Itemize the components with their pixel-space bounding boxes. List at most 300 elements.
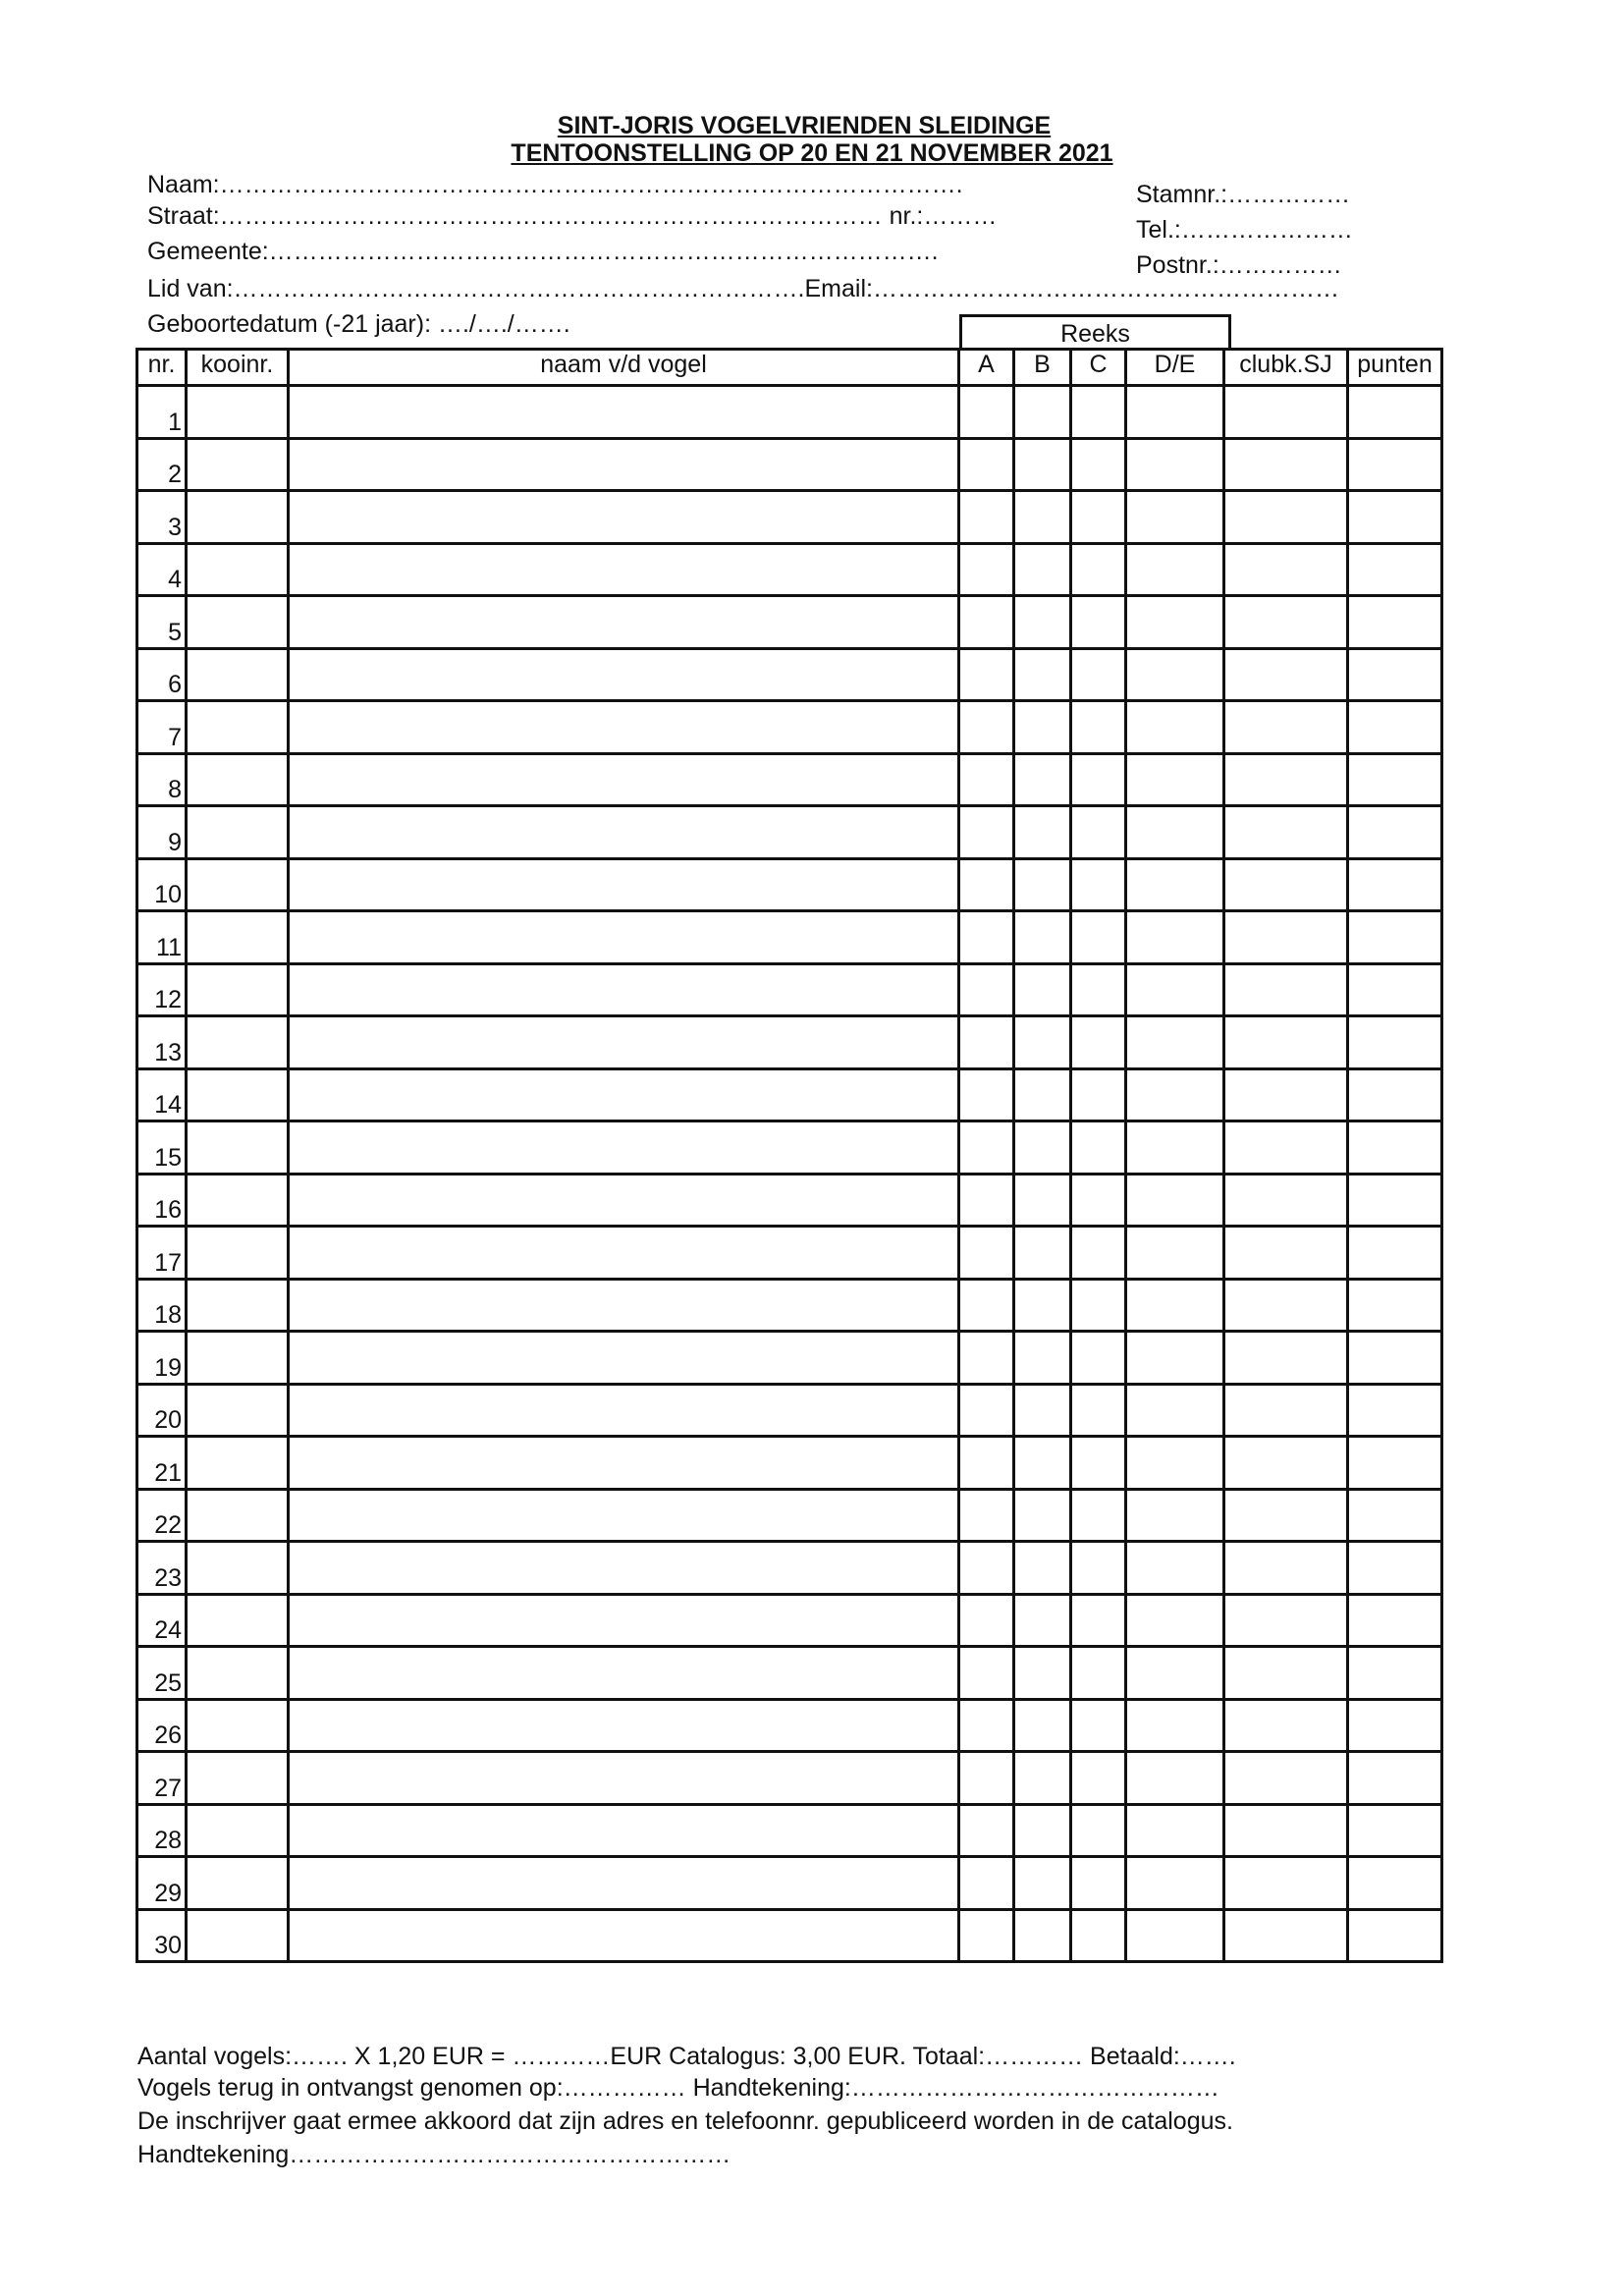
cell-kooinr[interactable] xyxy=(187,596,289,649)
cell-a[interactable] xyxy=(959,701,1014,754)
cell-a[interactable] xyxy=(959,1068,1014,1121)
row-nr: 22 xyxy=(137,1489,187,1542)
cell-naam-vogel[interactable] xyxy=(289,1542,959,1595)
cell-a[interactable] xyxy=(959,1489,1014,1542)
cell-punten[interactable] xyxy=(1348,1174,1442,1227)
cell-b[interactable] xyxy=(1014,386,1071,439)
cell-punten[interactable] xyxy=(1348,491,1442,544)
cell-de[interactable] xyxy=(1126,701,1224,754)
cell-b[interactable] xyxy=(1014,1542,1071,1595)
straat-field[interactable]: Straat:……………………………………………………………………… nr.:……… xyxy=(147,202,998,230)
cell-naam-vogel[interactable] xyxy=(289,1121,959,1175)
cell-punten[interactable] xyxy=(1348,386,1442,439)
row-nr: 14 xyxy=(137,1068,187,1121)
col-b: B xyxy=(1014,350,1071,386)
cell-a[interactable] xyxy=(959,1594,1014,1647)
col-kooinr: kooinr. xyxy=(187,350,289,386)
col-de: D/E xyxy=(1126,350,1224,386)
cell-kooinr[interactable] xyxy=(187,1384,289,1437)
cell-clubk-sj[interactable] xyxy=(1224,1489,1348,1542)
cell-naam-vogel[interactable] xyxy=(289,806,959,859)
cell-b[interactable] xyxy=(1014,1068,1071,1121)
cell-b[interactable] xyxy=(1014,596,1071,649)
row-nr: 16 xyxy=(137,1174,187,1227)
cell-de[interactable] xyxy=(1126,1121,1224,1175)
table-row xyxy=(137,1542,1442,1595)
cell-punten[interactable] xyxy=(1348,1857,1442,1910)
cell-kooinr[interactable] xyxy=(187,858,289,911)
cell-clubk-sj[interactable] xyxy=(1224,1804,1348,1857)
cell-punten[interactable] xyxy=(1348,438,1442,491)
cell-b[interactable] xyxy=(1014,753,1071,806)
cell-naam-vogel[interactable] xyxy=(289,1752,959,1805)
cell-naam-vogel[interactable] xyxy=(289,1804,959,1857)
cell-c[interactable] xyxy=(1071,386,1126,439)
cell-a[interactable] xyxy=(959,753,1014,806)
cell-b[interactable] xyxy=(1014,1174,1071,1227)
cell-punten[interactable] xyxy=(1348,1699,1442,1752)
cell-c[interactable] xyxy=(1071,1699,1126,1752)
cell-kooinr[interactable] xyxy=(187,1279,289,1332)
cell-clubk-sj[interactable] xyxy=(1224,1542,1348,1595)
row-nr: 6 xyxy=(137,648,187,701)
footer-signature-line[interactable]: Handtekening……………………………………………… xyxy=(137,2141,731,2168)
cell-kooinr[interactable] xyxy=(187,438,289,491)
table-row xyxy=(137,1174,1442,1227)
table-row xyxy=(137,386,1442,439)
cell-clubk-sj[interactable] xyxy=(1224,1909,1348,1962)
table-row xyxy=(137,858,1442,911)
cell-c[interactable] xyxy=(1071,596,1126,649)
cell-kooinr[interactable] xyxy=(187,1542,289,1595)
col-nr: nr. xyxy=(137,350,187,386)
cell-clubk-sj[interactable] xyxy=(1224,648,1348,701)
cell-clubk-sj[interactable] xyxy=(1224,1384,1348,1437)
cell-clubk-sj[interactable] xyxy=(1224,1647,1348,1700)
cell-c[interactable] xyxy=(1071,1332,1126,1385)
cell-b[interactable] xyxy=(1014,1699,1071,1752)
cell-c[interactable] xyxy=(1071,963,1126,1016)
cell-kooinr[interactable] xyxy=(187,1804,289,1857)
gemeente-field[interactable]: Gemeente:………………………………………………………………………. xyxy=(147,238,939,265)
cell-de[interactable] xyxy=(1126,1804,1224,1857)
cell-punten[interactable] xyxy=(1348,1489,1442,1542)
cell-clubk-sj[interactable] xyxy=(1224,1857,1348,1910)
cell-b[interactable] xyxy=(1014,1121,1071,1175)
cell-clubk-sj[interactable] xyxy=(1224,543,1348,596)
naam-field[interactable]: Naam:………………………………………………………………………………. xyxy=(147,171,963,198)
table-row xyxy=(137,438,1442,491)
cell-punten[interactable] xyxy=(1348,596,1442,649)
cell-a[interactable] xyxy=(959,1857,1014,1910)
cell-clubk-sj[interactable] xyxy=(1224,1437,1348,1490)
cell-de[interactable] xyxy=(1126,596,1224,649)
cell-a[interactable] xyxy=(959,1752,1014,1805)
cell-a[interactable] xyxy=(959,491,1014,544)
cell-clubk-sj[interactable] xyxy=(1224,438,1348,491)
cell-punten[interactable] xyxy=(1348,648,1442,701)
cell-de[interactable] xyxy=(1126,438,1224,491)
cell-a[interactable] xyxy=(959,963,1014,1016)
cell-b[interactable] xyxy=(1014,1857,1071,1910)
cell-a[interactable] xyxy=(959,1647,1014,1700)
table-row xyxy=(137,1752,1442,1805)
cell-de[interactable] xyxy=(1126,386,1224,439)
cell-c[interactable] xyxy=(1071,1068,1126,1121)
cell-punten[interactable] xyxy=(1348,1016,1442,1069)
cell-a[interactable] xyxy=(959,1699,1014,1752)
cell-clubk-sj[interactable] xyxy=(1224,1174,1348,1227)
cell-clubk-sj[interactable] xyxy=(1224,1068,1348,1121)
cell-c[interactable] xyxy=(1071,1121,1126,1175)
cell-naam-vogel[interactable] xyxy=(289,1332,959,1385)
cell-naam-vogel[interactable] xyxy=(289,438,959,491)
cell-clubk-sj[interactable] xyxy=(1224,858,1348,911)
cell-b[interactable] xyxy=(1014,911,1071,964)
cell-a[interactable] xyxy=(959,543,1014,596)
cell-de[interactable] xyxy=(1126,963,1224,1016)
cell-naam-vogel[interactable] xyxy=(289,1437,959,1490)
cell-a[interactable] xyxy=(959,1384,1014,1437)
cell-punten[interactable] xyxy=(1348,1121,1442,1175)
cell-c[interactable] xyxy=(1071,1542,1126,1595)
table-row xyxy=(137,491,1442,544)
cell-clubk-sj[interactable] xyxy=(1224,1121,1348,1175)
cell-naam-vogel[interactable] xyxy=(289,1227,959,1280)
cell-de[interactable] xyxy=(1126,911,1224,964)
col-punten: punten xyxy=(1348,350,1442,386)
cell-punten[interactable] xyxy=(1348,1647,1442,1700)
cell-b[interactable] xyxy=(1014,1016,1071,1069)
cell-c[interactable] xyxy=(1071,648,1126,701)
cell-c[interactable] xyxy=(1071,806,1126,859)
cell-b[interactable] xyxy=(1014,543,1071,596)
cell-punten[interactable] xyxy=(1348,806,1442,859)
cell-kooinr[interactable] xyxy=(187,543,289,596)
cell-naam-vogel[interactable] xyxy=(289,1279,959,1332)
cell-kooinr[interactable] xyxy=(187,1121,289,1175)
cell-c[interactable] xyxy=(1071,1909,1126,1962)
table-row xyxy=(137,543,1442,596)
cell-b[interactable] xyxy=(1014,963,1071,1016)
cell-a[interactable] xyxy=(959,1174,1014,1227)
cell-de[interactable] xyxy=(1126,648,1224,701)
cell-naam-vogel[interactable] xyxy=(289,386,959,439)
cell-a[interactable] xyxy=(959,1804,1014,1857)
cell-de[interactable] xyxy=(1126,1647,1224,1700)
cell-b[interactable] xyxy=(1014,1279,1071,1332)
cell-c[interactable] xyxy=(1071,1437,1126,1490)
table-row xyxy=(137,753,1442,806)
cell-b[interactable] xyxy=(1014,1227,1071,1280)
cell-punten[interactable] xyxy=(1348,911,1442,964)
row-nr: 3 xyxy=(137,491,187,544)
cell-kooinr[interactable] xyxy=(187,1068,289,1121)
cell-clubk-sj[interactable] xyxy=(1224,963,1348,1016)
geboortedatum-field[interactable]: Geboortedatum (-21 jaar): …./…./……. xyxy=(147,310,570,338)
cell-de[interactable] xyxy=(1126,1174,1224,1227)
cell-naam-vogel[interactable] xyxy=(289,1489,959,1542)
cell-de[interactable] xyxy=(1126,1699,1224,1752)
cell-c[interactable] xyxy=(1071,911,1126,964)
cell-kooinr[interactable] xyxy=(187,1594,289,1647)
cell-kooinr[interactable] xyxy=(187,753,289,806)
cell-de[interactable] xyxy=(1126,543,1224,596)
cell-kooinr[interactable] xyxy=(187,386,289,439)
cell-punten[interactable] xyxy=(1348,963,1442,1016)
cell-de[interactable] xyxy=(1126,1384,1224,1437)
cell-punten[interactable] xyxy=(1348,753,1442,806)
cell-a[interactable] xyxy=(959,386,1014,439)
cell-punten[interactable] xyxy=(1348,858,1442,911)
table-row xyxy=(137,648,1442,701)
cell-naam-vogel[interactable] xyxy=(289,911,959,964)
row-nr: 25 xyxy=(137,1647,187,1700)
cell-de[interactable] xyxy=(1126,806,1224,859)
cell-b[interactable] xyxy=(1014,1489,1071,1542)
cell-clubk-sj[interactable] xyxy=(1224,1227,1348,1280)
cell-b[interactable] xyxy=(1014,648,1071,701)
cell-c[interactable] xyxy=(1071,701,1126,754)
cell-a[interactable] xyxy=(959,596,1014,649)
cell-c[interactable] xyxy=(1071,1227,1126,1280)
table-row xyxy=(137,1647,1442,1700)
cell-de[interactable] xyxy=(1126,1068,1224,1121)
cell-kooinr[interactable] xyxy=(187,911,289,964)
cell-punten[interactable] xyxy=(1348,701,1442,754)
cell-naam-vogel[interactable] xyxy=(289,1647,959,1700)
cell-naam-vogel[interactable] xyxy=(289,701,959,754)
row-nr: 9 xyxy=(137,806,187,859)
table-row xyxy=(137,1121,1442,1175)
cell-punten[interactable] xyxy=(1348,1437,1442,1490)
cell-kooinr[interactable] xyxy=(187,806,289,859)
table-row xyxy=(137,1437,1442,1490)
cell-b[interactable] xyxy=(1014,491,1071,544)
cell-punten[interactable] xyxy=(1348,1332,1442,1385)
cell-c[interactable] xyxy=(1071,858,1126,911)
cell-a[interactable] xyxy=(959,1542,1014,1595)
cell-c[interactable] xyxy=(1071,1804,1126,1857)
row-nr: 29 xyxy=(137,1857,187,1910)
cell-kooinr[interactable] xyxy=(187,1174,289,1227)
cell-c[interactable] xyxy=(1071,1647,1126,1700)
row-nr: 24 xyxy=(137,1594,187,1647)
postnr-field[interactable]: Postnr.:…………… xyxy=(1136,251,1342,279)
cell-clubk-sj[interactable] xyxy=(1224,596,1348,649)
cell-a[interactable] xyxy=(959,911,1014,964)
cell-clubk-sj[interactable] xyxy=(1224,1752,1348,1805)
cell-punten[interactable] xyxy=(1348,1542,1442,1595)
cell-clubk-sj[interactable] xyxy=(1224,386,1348,439)
entry-table xyxy=(135,348,1443,1963)
cell-de[interactable] xyxy=(1126,1594,1224,1647)
cell-a[interactable] xyxy=(959,1121,1014,1175)
cell-clubk-sj[interactable] xyxy=(1224,1594,1348,1647)
footer-return-line[interactable]: Vogels terug in ontvangst genomen op:…………… Handtekening:……………………………………… xyxy=(137,2074,1219,2102)
row-nr: 30 xyxy=(137,1909,187,1962)
cell-naam-vogel[interactable] xyxy=(289,596,959,649)
cell-de[interactable] xyxy=(1126,1437,1224,1490)
cell-de[interactable] xyxy=(1126,1909,1224,1962)
cell-naam-vogel[interactable] xyxy=(289,1857,959,1910)
table-row xyxy=(137,1332,1442,1385)
cell-punten[interactable] xyxy=(1348,1909,1442,1962)
table-row xyxy=(137,701,1442,754)
cell-kooinr[interactable] xyxy=(187,701,289,754)
cell-kooinr[interactable] xyxy=(187,1752,289,1805)
cell-clubk-sj[interactable] xyxy=(1224,1279,1348,1332)
cell-a[interactable] xyxy=(959,1279,1014,1332)
cell-de[interactable] xyxy=(1126,1016,1224,1069)
table-row xyxy=(137,1279,1442,1332)
cell-a[interactable] xyxy=(959,1437,1014,1490)
cell-b[interactable] xyxy=(1014,438,1071,491)
cell-punten[interactable] xyxy=(1348,1752,1442,1805)
row-nr: 21 xyxy=(137,1437,187,1490)
row-nr: 1 xyxy=(137,386,187,439)
cell-b[interactable] xyxy=(1014,1384,1071,1437)
table-row xyxy=(137,596,1442,649)
cell-b[interactable] xyxy=(1014,858,1071,911)
cell-de[interactable] xyxy=(1126,1542,1224,1595)
cell-naam-vogel[interactable] xyxy=(289,648,959,701)
cell-c[interactable] xyxy=(1071,1016,1126,1069)
row-nr: 18 xyxy=(137,1279,187,1332)
cell-kooinr[interactable] xyxy=(187,1857,289,1910)
footer-payment-line[interactable]: Aantal vogels:……. X 1,20 EUR = …………EUR Catalogus: 3,00 EUR. Totaal:………… Betaald:……. xyxy=(137,2043,1236,2070)
cell-c[interactable] xyxy=(1071,438,1126,491)
cell-kooinr[interactable] xyxy=(187,1489,289,1542)
cell-de[interactable] xyxy=(1126,753,1224,806)
cell-kooinr[interactable] xyxy=(187,963,289,1016)
cell-de[interactable] xyxy=(1126,1489,1224,1542)
cell-c[interactable] xyxy=(1071,753,1126,806)
cell-c[interactable] xyxy=(1071,543,1126,596)
cell-naam-vogel[interactable] xyxy=(289,1068,959,1121)
cell-c[interactable] xyxy=(1071,1752,1126,1805)
cell-b[interactable] xyxy=(1014,1437,1071,1490)
cell-punten[interactable] xyxy=(1348,1594,1442,1647)
cell-b[interactable] xyxy=(1014,1752,1071,1805)
cell-de[interactable] xyxy=(1126,1279,1224,1332)
stamnr-field[interactable]: Stamnr.:…………… xyxy=(1136,181,1351,208)
cell-naam-vogel[interactable] xyxy=(289,1594,959,1647)
cell-clubk-sj[interactable] xyxy=(1224,911,1348,964)
cell-c[interactable] xyxy=(1071,491,1126,544)
cell-a[interactable] xyxy=(959,438,1014,491)
cell-b[interactable] xyxy=(1014,1647,1071,1700)
cell-clubk-sj[interactable] xyxy=(1224,491,1348,544)
cell-c[interactable] xyxy=(1071,1489,1126,1542)
cell-naam-vogel[interactable] xyxy=(289,543,959,596)
cell-a[interactable] xyxy=(959,1227,1014,1280)
table-row xyxy=(137,963,1442,1016)
cell-clubk-sj[interactable] xyxy=(1224,701,1348,754)
cell-kooinr[interactable] xyxy=(187,1332,289,1385)
cell-b[interactable] xyxy=(1014,1594,1071,1647)
cell-a[interactable] xyxy=(959,1909,1014,1962)
cell-clubk-sj[interactable] xyxy=(1224,806,1348,859)
cell-a[interactable] xyxy=(959,858,1014,911)
cell-c[interactable] xyxy=(1071,1594,1126,1647)
row-nr: 12 xyxy=(137,963,187,1016)
cell-naam-vogel[interactable] xyxy=(289,491,959,544)
cell-punten[interactable] xyxy=(1348,1384,1442,1437)
cell-naam-vogel[interactable] xyxy=(289,963,959,1016)
cell-a[interactable] xyxy=(959,648,1014,701)
cell-kooinr[interactable] xyxy=(187,1699,289,1752)
cell-de[interactable] xyxy=(1126,1752,1224,1805)
cell-b[interactable] xyxy=(1014,806,1071,859)
row-nr: 8 xyxy=(137,753,187,806)
cell-clubk-sj[interactable] xyxy=(1224,753,1348,806)
cell-b[interactable] xyxy=(1014,1804,1071,1857)
cell-c[interactable] xyxy=(1071,1174,1126,1227)
cell-kooinr[interactable] xyxy=(187,1647,289,1700)
cell-punten[interactable] xyxy=(1348,1279,1442,1332)
row-nr: 15 xyxy=(137,1121,187,1175)
cell-naam-vogel[interactable] xyxy=(289,1699,959,1752)
cell-a[interactable] xyxy=(959,806,1014,859)
cell-de[interactable] xyxy=(1126,1227,1224,1280)
cell-kooinr[interactable] xyxy=(187,1437,289,1490)
row-nr: 4 xyxy=(137,543,187,596)
row-nr: 17 xyxy=(137,1227,187,1280)
cell-punten[interactable] xyxy=(1348,1227,1442,1280)
cell-naam-vogel[interactable] xyxy=(289,858,959,911)
cell-kooinr[interactable] xyxy=(187,1227,289,1280)
cell-de[interactable] xyxy=(1126,1332,1224,1385)
cell-clubk-sj[interactable] xyxy=(1224,1016,1348,1069)
cell-naam-vogel[interactable] xyxy=(289,1174,959,1227)
cell-c[interactable] xyxy=(1071,1279,1126,1332)
title-club: SINT-JORIS VOGELVRIENDEN SLEIDINGE xyxy=(557,112,1052,139)
cell-punten[interactable] xyxy=(1348,1068,1442,1121)
cell-a[interactable] xyxy=(959,1332,1014,1385)
cell-a[interactable] xyxy=(959,1016,1014,1069)
cell-naam-vogel[interactable] xyxy=(289,1016,959,1069)
table-row xyxy=(137,1857,1442,1910)
cell-b[interactable] xyxy=(1014,701,1071,754)
cell-de[interactable] xyxy=(1126,1857,1224,1910)
row-nr: 13 xyxy=(137,1016,187,1069)
tel-field[interactable]: Tel.:………………… xyxy=(1136,216,1353,244)
cell-b[interactable] xyxy=(1014,1332,1071,1385)
cell-kooinr[interactable] xyxy=(187,648,289,701)
cell-clubk-sj[interactable] xyxy=(1224,1332,1348,1385)
cell-b[interactable] xyxy=(1014,1909,1071,1962)
cell-naam-vogel[interactable] xyxy=(289,1909,959,1962)
cell-de[interactable] xyxy=(1126,858,1224,911)
cell-punten[interactable] xyxy=(1348,543,1442,596)
cell-clubk-sj[interactable] xyxy=(1224,1699,1348,1752)
table-row xyxy=(137,1804,1442,1857)
row-nr: 26 xyxy=(137,1699,187,1752)
cell-naam-vogel[interactable] xyxy=(289,1384,959,1437)
lid-van-email-field[interactable]: Lid van:…………………………………………………………….Email:………………………………………………… xyxy=(147,275,1339,302)
row-nr: 19 xyxy=(137,1332,187,1385)
cell-kooinr[interactable] xyxy=(187,491,289,544)
cell-c[interactable] xyxy=(1071,1384,1126,1437)
cell-naam-vogel[interactable] xyxy=(289,753,959,806)
cell-kooinr[interactable] xyxy=(187,1016,289,1069)
cell-kooinr[interactable] xyxy=(187,1909,289,1962)
table-row xyxy=(137,1068,1442,1121)
cell-punten[interactable] xyxy=(1348,1804,1442,1857)
cell-de[interactable] xyxy=(1126,491,1224,544)
cell-c[interactable] xyxy=(1071,1857,1126,1910)
